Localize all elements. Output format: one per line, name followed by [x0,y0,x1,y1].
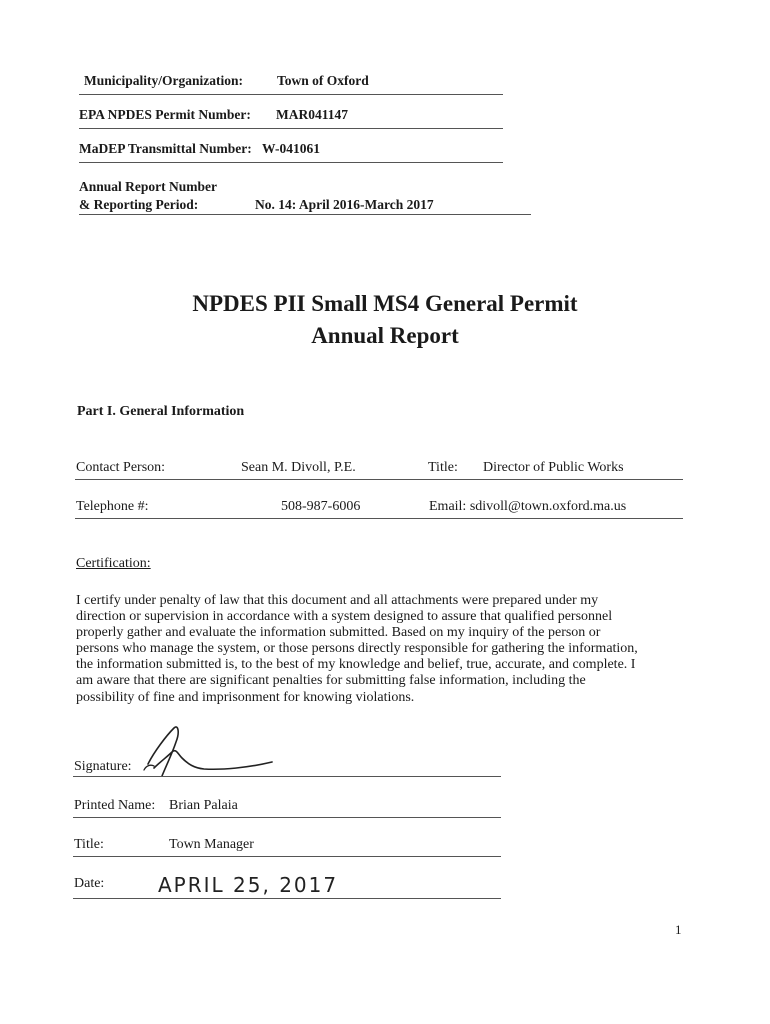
page-number: 1 [675,922,682,937]
signature-label: Signature: [74,759,132,774]
signoff-title-label: Title: [74,837,104,852]
printed-name-value: Brian Palaia [169,798,238,813]
municipality-value: Town of Oxford [277,73,369,88]
permit-value: MAR041147 [276,107,348,122]
signoff-title-rule [73,856,501,857]
contact-title-label: Title: [428,460,458,475]
certification-line: I certify under penalty of law that this document and all attachments were prepared under my [76,593,599,608]
certification-line: am aware that there are significant penalties for submitting false information, including the [76,673,586,689]
date-rule [73,898,501,899]
contact-rule [75,479,683,480]
document-title-line2: Annual Report [311,323,459,348]
signoff-title-value: Town Manager [169,837,254,852]
certification-line: possibility of fine and imprisonment for knowing violations. [76,689,415,705]
permit-rule [79,128,503,129]
part1-heading: Part I. General Information [77,404,245,419]
contact-title-value: Director of Public Works [483,460,624,475]
certification-line: direction or supervision in accordance with a system designed to assure that qualified personnel [76,609,613,625]
telephone-value: 508-987-6006 [281,499,361,514]
date-label: Date: [74,876,105,891]
certification-text [76,593,638,706]
date-value: APRIL 25, 2017 [158,873,339,897]
printed-name-label: Printed Name: [74,798,156,813]
permit-label: EPA NPDES Permit Number: [79,107,251,122]
transmittal-value: W-041061 [262,141,320,156]
signature-rule [73,776,501,777]
certification-line: the information submitted is, to the best of my knowledge and belief, true, accurate, and complete. I [76,657,636,673]
contact-person-value: Sean M. Divoll, P.E. [241,460,356,475]
annual-report-label-line1: Annual Report Number [79,179,218,194]
certification-heading: Certification: [76,556,151,571]
document-title-line1: NPDES PII Small MS4 General Permit [192,291,578,316]
transmittal-rule [79,162,503,163]
municipality-rule [79,94,503,95]
annual-report-rule [79,214,531,215]
telephone-label: Telephone #: [76,499,149,514]
annual-report-label-line2: & Reporting Period: [79,197,199,212]
printed-name-rule [73,817,501,818]
email-value: Email: sdivoll@town.oxford.ma.us [429,499,627,514]
telephone-rule [75,518,683,519]
municipality-label: Municipality/Organization: [84,73,244,88]
certification-line: properly gather and evaluate the information submitted. Based on my inquiry of the person or [76,625,601,641]
contact-person-label: Contact Person: [76,460,166,475]
annual-report-value: No. 14: April 2016-March 2017 [255,197,434,212]
certification-line: persons who manage the system, or those persons directly responsible for gathering the information, [76,641,638,657]
transmittal-label: MaDEP Transmittal Number: [79,141,252,156]
